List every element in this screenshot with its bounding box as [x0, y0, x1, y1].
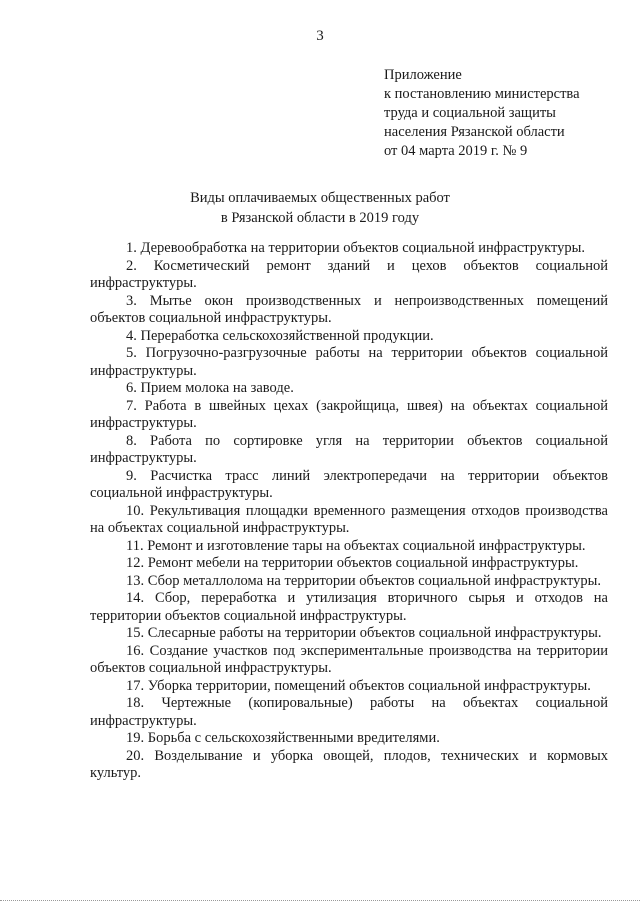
title-line-2: в Рязанской области в 2019 году: [220, 210, 420, 226]
list-item: 10. Рекультивация площадки временного размещения отходов производства на объектах социальной инфраструктуры.: [90, 502, 608, 536]
list-item: 1. Деревообработка на территории объектов социальной инфраструктуры.: [126, 240, 585, 256]
list-item: 8. Работа по сортировке угля на территории объектов социальной инфраструктуры.: [90, 432, 608, 466]
title-line-1: Виды оплачиваемых общественных работ: [190, 190, 450, 206]
appendix-line: от 04 марта 2019 г. № 9: [384, 143, 528, 159]
list-item: 14. Сбор, переработка и утилизация вторичного сырья и отходов на территории объектов социальной инфраструктуры.: [90, 590, 608, 624]
appendix-line: к постановлению министерства: [384, 86, 580, 102]
list-item: 11. Ремонт и изготовление тары на объектах социальной инфраструктуры.: [126, 537, 586, 554]
list-item: 17. Уборка территории, помещений объектов социальной инфраструктуры.: [126, 677, 591, 694]
list-item: 19. Борьба с сельскохозяйственными вредителями.: [126, 730, 440, 746]
list-item: 16. Создание участков под экспериментальные производства на территории объектов социальной инфраструктуры.: [90, 642, 608, 676]
appendix-line: населения Рязанской области: [384, 124, 565, 140]
appendix-line: Приложение: [384, 67, 462, 83]
list-item: 5. Погрузочно-разгрузочные работы на территории объектов социальной инфраструктуры.: [90, 345, 608, 379]
list-item: 13. Сбор металлолома на территории объектов социальной инфраструктуры.: [126, 572, 601, 589]
list-item: 4. Переработка сельскохозяйственной продукции.: [126, 327, 434, 344]
list-item: 7. Работа в швейных цехах (закройщица, швея) на объектах социальной инфраструктуры.: [90, 397, 608, 431]
page-bottom-divider: [0, 900, 640, 901]
document-title: [0, 188, 640, 228]
list-item: 20. Возделывание и уборка овощей, плодов, технических и кормовых культур.: [90, 747, 608, 781]
page-number: 3: [316, 28, 324, 44]
list-item: 2. Косметический ремонт зданий и цехов объектов социальной инфраструктуры.: [90, 257, 608, 291]
works-list: [90, 240, 608, 783]
list-item: 9. Расчистка трасс линий электропередачи на территории объектов социальной инфраструктуры.: [90, 467, 608, 501]
list-item: 3. Мытье окон производственных и непроизводственных помещений объектов социальной инфраструктуры.: [90, 292, 608, 326]
appendix-line: труда и социальной защиты: [384, 105, 556, 121]
appendix-block: [384, 66, 624, 161]
list-item: 15. Слесарные работы на территории объектов социальной инфраструктуры.: [126, 625, 602, 641]
list-item: 18. Чертежные (копировальные) работы на объектах социальной инфраструктуры.: [90, 695, 608, 729]
list-item: 12. Ремонт мебели на территории объектов социальной инфраструктуры.: [126, 555, 579, 571]
list-item: 6. Прием молока на заводе.: [126, 380, 294, 396]
